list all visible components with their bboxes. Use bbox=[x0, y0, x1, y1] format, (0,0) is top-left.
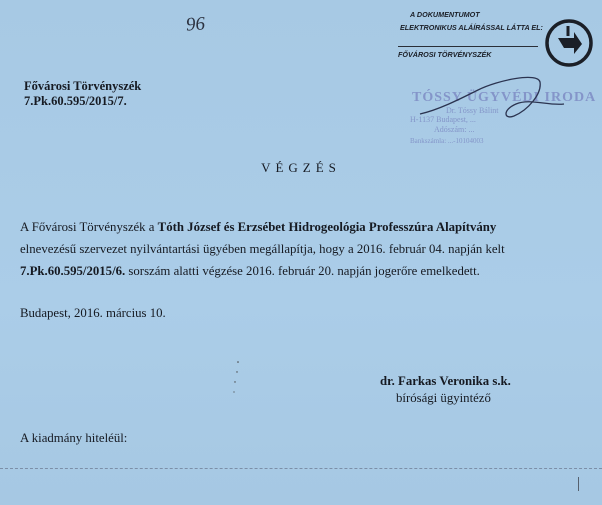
body-text-1: A Fővárosi Törvényszék a bbox=[20, 220, 158, 234]
law-office-line-3: Adószám: ... bbox=[434, 125, 475, 134]
body-text-3: sorszám alatti végzése 2016. február 20. napján jogerőre emelkedett. bbox=[125, 264, 480, 278]
signer-name: dr. Farkas Veronika s.k. bbox=[380, 374, 511, 388]
handwritten-signature bbox=[418, 70, 568, 130]
handwritten-page-number: 96 bbox=[185, 13, 206, 36]
edge-mark bbox=[578, 477, 579, 491]
electronic-signature-stamp bbox=[392, 6, 602, 70]
stamp-text-line-3: FŐVÁROSI TÖRVÉNYSZÉK bbox=[398, 50, 492, 59]
certification-label: A kiadmány hiteléül: bbox=[20, 431, 128, 445]
case-number: 7.Pk.60.595/2015/7. bbox=[24, 94, 127, 108]
court-name: Fővárosi Törvényszék bbox=[24, 79, 142, 93]
place-and-date: Budapest, 2016. március 10. bbox=[20, 306, 166, 320]
law-office-line-4: Bankszámla: ...-10104003 bbox=[410, 137, 484, 145]
stamp-divider bbox=[398, 46, 538, 47]
ruling-number: 7.Pk.60.595/2015/6. bbox=[20, 264, 126, 278]
page-edge-line bbox=[0, 468, 602, 469]
signer-role: bírósági ügyintéző bbox=[396, 391, 491, 405]
court-logo-icon bbox=[544, 18, 594, 68]
court-header bbox=[24, 79, 141, 109]
body-text-2: elnevezésű szervezet nyilvántartási ügyében megállapítja, hogy a 2016. február 04. napján kelt bbox=[20, 242, 505, 256]
law-office-name: TÓSSY ÜGYVÉDI IRODA bbox=[412, 90, 597, 105]
foundation-name: Tóth József és Erzsébet Hidrogeológia Professzúra Alapítvány bbox=[157, 220, 497, 234]
law-office-line-1: Dr. Tóssy Bálint bbox=[446, 106, 499, 115]
stamp-text-line-1: A DOKUMENTUMOT bbox=[410, 10, 480, 19]
document-title: VÉGZÉS bbox=[261, 160, 341, 175]
stamp-text-line-2: ELEKTRONIKUS ALÁÍRÁSSAL LÁTTA EL: bbox=[400, 23, 543, 32]
body-paragraph bbox=[20, 216, 590, 282]
stray-marks bbox=[232, 358, 242, 398]
law-office-line-2: H-1137 Budapest, ... bbox=[410, 115, 476, 124]
